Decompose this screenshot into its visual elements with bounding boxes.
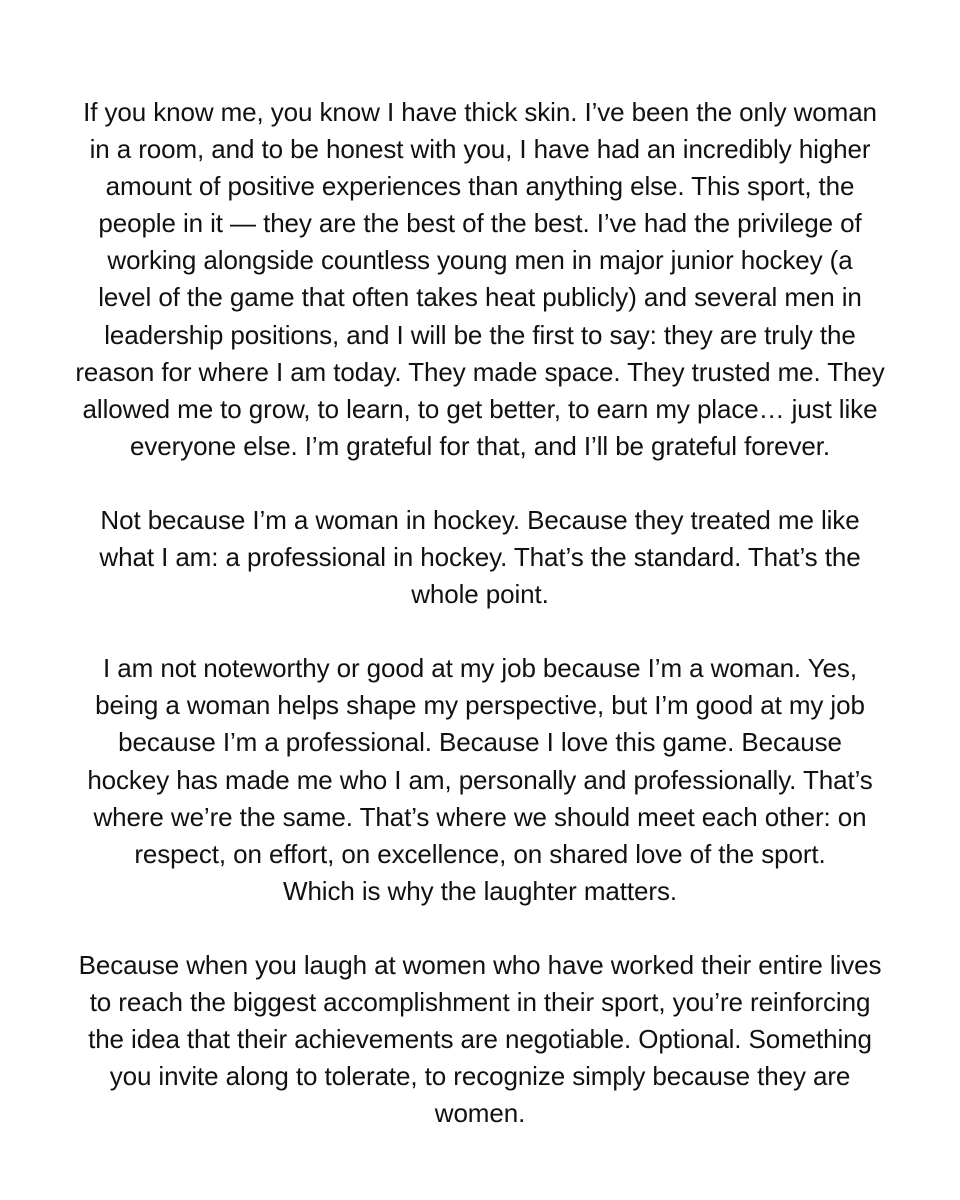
text-line: allowed me to grow, to learn, to get better, to earn my place… just like (82, 393, 878, 424)
text-line: in a room, and to be honest with you, I have had an incredibly higher (89, 134, 871, 165)
text-line: where we’re the same. That’s where we should meet each other: on (93, 801, 867, 832)
text-line: level of the game that often takes heat publicly) and several men in (98, 282, 862, 313)
text-line: because I’m a professional. Because I love this game. Because (118, 727, 842, 758)
text-line: respect, on effort, on excellence, on shared love of the sport. (134, 838, 826, 869)
text-line: people in it — they are the best of the best. I’ve had the privilege of (98, 208, 862, 239)
paragraph-4 (55, 947, 905, 1132)
text-line: the idea that their achievements are negotiable. Optional. Something (88, 1024, 872, 1055)
text-line: everyone else. I’m grateful for that, and I’ll be grateful forever. (129, 430, 830, 461)
text-line: If you know me, you know I have thick skin. I’ve been the only woman (83, 97, 877, 127)
text-line: leadership positions, and I will be the first to say: they are truly the (104, 319, 856, 350)
text-line: to reach the biggest accomplishment in their sport, you’re reinforcing (89, 986, 871, 1017)
text-line: Not because I’m a woman in hockey. Because they treated me like (100, 504, 860, 535)
text-line: Which is why the laughter matters. (283, 875, 677, 906)
paragraph-1 (55, 94, 905, 465)
text-line: what I am: a professional in hockey. That’s the standard. That’s the (99, 542, 861, 573)
paragraph-2 (55, 502, 905, 613)
text-line: amount of positive experiences than anything else. This sport, the (105, 171, 855, 202)
text-line: working alongside countless young men in major junior hockey (a (107, 245, 853, 276)
text-line: hockey has made me who I am, personally and professionally. That’s (87, 764, 873, 795)
text-line: you invite along to tolerate, to recognize simply because they are (109, 1061, 851, 1092)
statement-text (55, 94, 905, 1132)
text-line: women. (434, 1098, 526, 1129)
text-line: whole point. (411, 579, 549, 610)
text-line: being a woman helps shape my perspective, but I’m good at my job (95, 690, 865, 721)
paragraph-3 (55, 650, 905, 910)
text-line: reason for where I am today. They made space. They trusted me. They (75, 356, 885, 387)
text-line: I am not noteworthy or good at my job because I’m a woman. Yes, (103, 653, 857, 684)
text-line: Because when you laugh at women who have worked their entire lives (78, 949, 882, 980)
